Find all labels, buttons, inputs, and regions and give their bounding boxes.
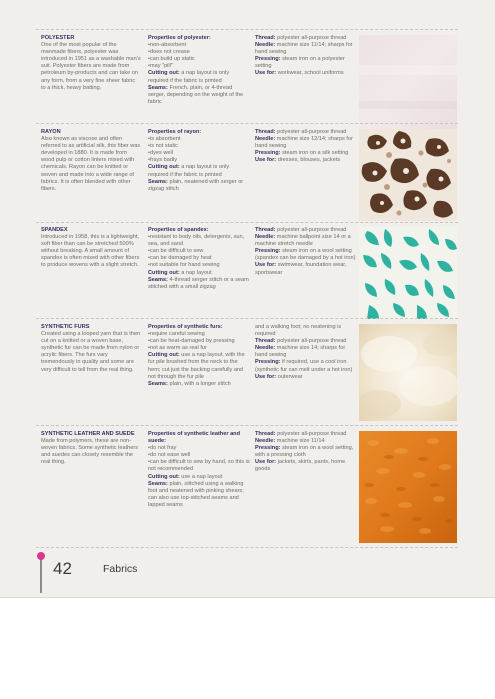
- property-item: • not suitable for hand sewing: [148, 262, 250, 269]
- use-text: outerwear: [277, 373, 303, 380]
- fabric-desc-text: One of the most popular of the manmade fibers, polyester was introduced in 1951 as a washable man's suit. Polyester fibers are made from petroleum by-products and can take on any form, from a very fine sheer fabric to a thick, heavy batting.: [41, 42, 141, 91]
- property-item: • is not static: [148, 143, 250, 150]
- pressing-label: Pressing:: [255, 56, 281, 63]
- seams-text: 4-thread serger stitch or a seam stitched with a small zigzag: [148, 276, 249, 290]
- needle-info: [255, 438, 357, 445]
- seams-info: [148, 381, 250, 388]
- property-item: • can be damaged by heat: [148, 255, 250, 262]
- property-item: • not as warm as real fur: [148, 345, 250, 352]
- cutting-label: Cutting out:: [148, 164, 180, 171]
- fabric-title: SPANDEX: [41, 227, 68, 233]
- seams-label: Seams:: [148, 380, 168, 387]
- fabric-desc-text: Made from polymers, these are non-woven fabrics. Some synthetic leathers and suedes can closely resemble the real thing.: [41, 438, 139, 466]
- needle-info: [255, 136, 357, 150]
- fabric-properties: [148, 324, 250, 388]
- property-item: • may "pill": [148, 63, 250, 70]
- thread-text: polyester all-purpose thread: [277, 431, 347, 437]
- cutting-text: a nap layout: [181, 269, 212, 276]
- fabric-title: SYNTHETIC LEATHER AND SUEDE: [41, 431, 135, 437]
- cutting-text: use a nap layout, with the fur pile brushed from the neck to the hem; cut just the backing carefully and not through the fur pile: [148, 352, 245, 380]
- needle-text: machine size 11/14: [276, 438, 325, 445]
- fabric-title: RAYON: [41, 129, 61, 135]
- pressing-info: [255, 445, 357, 459]
- thread-text: polyester all-purpose thread: [277, 338, 347, 345]
- cutting-label: Cutting out:: [148, 70, 180, 77]
- needle-label: Needle:: [255, 42, 276, 49]
- needle-info: [255, 345, 357, 359]
- synthetic-leather-swatch-image: [359, 431, 457, 543]
- use-label: Use for:: [255, 459, 277, 466]
- row-divider: [36, 29, 458, 30]
- thread-label: Thread:: [255, 35, 276, 41]
- thread-label: Thread:: [255, 431, 276, 437]
- fabric-description: [41, 227, 141, 270]
- thread-info: [255, 35, 357, 42]
- seams-label: Seams:: [148, 84, 168, 91]
- property-item: • can be heat-damaged by pressing: [148, 338, 250, 345]
- cutting-text: a nap layout is only required if the fabric is printed: [148, 164, 230, 178]
- property-item: • do not ease well: [148, 452, 250, 459]
- row-divider: [36, 318, 458, 319]
- pressing-info: [255, 150, 357, 157]
- needle-text: machine size 14; sharps for hand sewing: [255, 345, 346, 359]
- property-item: • resistant to body oils, detergents, sun, sea, and sand: [148, 234, 250, 248]
- property-item: • can be difficult to sew: [148, 248, 250, 255]
- row-divider: [36, 222, 458, 223]
- property-item: • require careful sewing: [148, 331, 250, 338]
- thread-text: polyester all-purpose thread: [277, 129, 347, 135]
- needle-info: [255, 234, 357, 248]
- properties-list: [148, 445, 250, 473]
- use-for-info: [255, 70, 357, 77]
- fabric-sewing-info: [255, 227, 357, 277]
- thread-label: Thread:: [255, 227, 276, 233]
- fabric-sewing-info: [255, 35, 357, 78]
- use-label: Use for:: [255, 262, 277, 269]
- fabric-properties: [148, 35, 250, 106]
- properties-title: Properties of polyester:: [148, 35, 211, 41]
- seams-info: [148, 481, 250, 509]
- fabric-desc-text: Also known as viscose and often referred to as artificial silk, this fiber was developed in 1880. It is made from wood pulp or cotton linters mixed with chemicals. Rayon can be knitted or woven and made into a wide range of fabrics. It is often blended with other fibers.: [41, 136, 141, 192]
- pressing-label: Pressing:: [255, 359, 281, 366]
- pressing-text: steam iron on a wool setting, with a pressing cloth: [255, 445, 354, 459]
- thread-info: [255, 431, 357, 438]
- seams-text: plain, with a longer stitch: [169, 380, 231, 387]
- seams-text: plain, neatened with serger or zigzag stitch: [148, 178, 244, 192]
- footer-marker-line: [40, 556, 42, 593]
- fabric-properties: [148, 129, 250, 193]
- fabric-properties: [148, 431, 250, 509]
- row-divider: [36, 547, 458, 548]
- footer-marker-dot: [37, 552, 45, 560]
- fabric-sewing-info: [255, 129, 357, 164]
- properties-list: [148, 42, 250, 70]
- rayon-swatch-image: [359, 129, 457, 226]
- use-text: dresses, blouses, jackets: [277, 157, 341, 164]
- pressing-text: steam iron on a polyester setting: [255, 56, 345, 70]
- needle-info: [255, 42, 357, 56]
- properties-title: Properties of rayon:: [148, 129, 202, 135]
- use-label: Use for:: [255, 70, 277, 77]
- fabric-title: SYNTHETIC FURS: [41, 324, 90, 330]
- needle-text: machine ballpoint size 14 or a machine stretch needle: [255, 234, 351, 248]
- thread-info: [255, 129, 357, 136]
- polyester-swatch-image: [359, 35, 457, 132]
- needle-label: Needle:: [255, 438, 276, 445]
- pressing-text: steam iron on a silk setting: [282, 150, 349, 157]
- pressing-label: Pressing:: [255, 150, 281, 157]
- row-divider: [36, 123, 458, 124]
- pressing-info: [255, 56, 357, 70]
- row-divider: [36, 425, 458, 426]
- use-for-info: [255, 374, 357, 381]
- use-for-info: [255, 157, 357, 164]
- property-item: • does not crease: [148, 49, 250, 56]
- seams-text: French, plain, or 4-thread serger, depending on the weight of the fabric: [148, 84, 244, 105]
- thread-text: polyester all-purpose thread: [277, 35, 347, 41]
- property-item: • do not fray: [148, 445, 250, 452]
- pressing-text: steam iron on a wool setting (spandex can be damaged by a hot iron): [255, 248, 356, 262]
- seams-info: [148, 277, 250, 291]
- property-item: • can be difficult to sew by hand, so this is not recommended: [148, 459, 250, 473]
- properties-list: [148, 331, 250, 352]
- fabric-desc-text: Created using a looped yarn that is then cut on a knitted or a woven base, synthetic fur can be made from nylon or acrylic fibers. The furs vary tremendously in quality and some are very difficult to tell from the real thing.: [41, 331, 141, 373]
- needle-text: machine size 12/14; sharps for hand sewing: [255, 136, 353, 150]
- use-text: swimwear, foundation wear, sportswear: [255, 262, 347, 276]
- cutting-text: use a nap layout: [181, 473, 223, 480]
- fabric-sewing-info: [255, 431, 357, 474]
- properties-list: [148, 234, 250, 269]
- fabric-sewing-info: [255, 324, 357, 381]
- thread-label: Thread:: [255, 338, 276, 345]
- property-item: • frays badly: [148, 157, 250, 164]
- needle-label: Needle:: [255, 234, 276, 241]
- property-item: • can build up static: [148, 56, 250, 63]
- cutting-out-info: [148, 352, 250, 380]
- pressing-text: if required, use a cool iron (synthetic fur can melt under a hot iron): [255, 359, 353, 373]
- thread-info: [255, 338, 357, 345]
- pressing-label: Pressing:: [255, 445, 281, 452]
- cutting-out-info: [148, 164, 250, 178]
- seams-label: Seams:: [148, 178, 168, 185]
- seams-label: Seams:: [148, 276, 168, 283]
- properties-list: [148, 136, 250, 164]
- use-for-info: [255, 262, 357, 276]
- property-item: • is absorbent: [148, 136, 250, 143]
- properties-title: Properties of synthetic furs:: [148, 324, 223, 330]
- cutting-out-info: [148, 70, 250, 84]
- properties-title: Properties of spandex:: [148, 227, 209, 233]
- cutting-label: Cutting out:: [148, 473, 180, 480]
- thread-text: polyester all-purpose thread: [277, 227, 347, 233]
- cutting-label: Cutting out:: [148, 352, 180, 359]
- fabric-description: [41, 431, 141, 466]
- property-item: • dyes well: [148, 150, 250, 157]
- cutting-text: a nap layout is only required if the fabric is printed: [148, 70, 230, 84]
- needle-label: Needle:: [255, 345, 276, 352]
- needle-text: machine size 11/14; sharps for hand sewing: [255, 42, 353, 56]
- use-label: Use for:: [255, 373, 277, 380]
- fabric-description: [41, 129, 141, 193]
- seams-info: [148, 179, 250, 193]
- synthetic-fur-swatch-image: [359, 324, 457, 421]
- cutting-label: Cutting out:: [148, 269, 180, 276]
- pressing-label: Pressing:: [255, 248, 281, 255]
- cutting-out-info: [148, 270, 250, 277]
- pressing-info: [255, 359, 357, 373]
- thread-info: [255, 227, 357, 234]
- section-title: Fabrics: [103, 563, 138, 575]
- property-item: • non-absorbent: [148, 42, 250, 49]
- pressing-info: [255, 248, 357, 262]
- use-text: workwear, school uniforms: [277, 70, 344, 77]
- cutting-out-info: [148, 474, 250, 481]
- use-text: jackets, skirts, pants, home goods: [255, 459, 346, 473]
- fabric-title: POLYESTER: [41, 35, 75, 41]
- properties-title: Properties of synthetic leather and suede:: [148, 431, 241, 445]
- needle-label: Needle:: [255, 136, 276, 143]
- fabric-properties: [148, 227, 250, 291]
- fabric-description: [41, 35, 141, 92]
- fabric-desc-text: Introduced in 1958, this is a lightweight, soft fiber than can be stretched 500% without breaking. A small amount of spandex is often mixed with other fibers to produce wovens with a slight stretch.: [41, 234, 140, 269]
- seams-label: Seams:: [148, 480, 168, 487]
- thread-label: Thread:: [255, 129, 276, 135]
- spandex-swatch-image: [359, 227, 457, 324]
- seams-text: plain, stitched using a walking foot and neatened with pinking shears; can also use top-stitched seams and lapped seams: [148, 480, 244, 508]
- fabric-description: [41, 324, 141, 374]
- page-number: 42: [53, 559, 72, 578]
- seams-continued-text: and a walking foot; no neatening is required: [255, 324, 342, 338]
- seams-info: [148, 85, 250, 106]
- use-label: Use for:: [255, 157, 277, 164]
- use-for-info: [255, 459, 357, 473]
